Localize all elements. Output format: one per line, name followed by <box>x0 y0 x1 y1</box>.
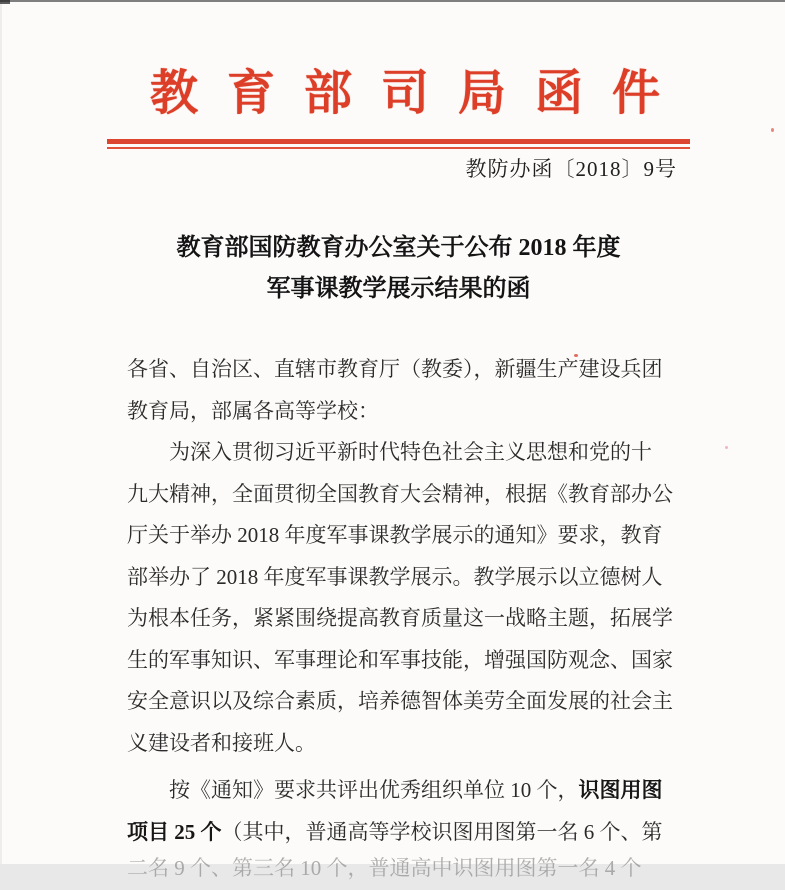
paragraph <box>127 432 727 764</box>
text-line <box>127 432 727 474</box>
scan-speck <box>725 446 728 449</box>
text-segment: （其中，普通高等学校识图用图第一名 6 个、第 <box>221 819 663 844</box>
text-line <box>127 474 727 516</box>
document-title-line-2: 军事课教学展示结果的函 <box>266 276 531 302</box>
document-body <box>127 349 727 890</box>
letterhead-title: 教育部司局函件 <box>150 67 690 120</box>
scan-speck <box>771 128 774 132</box>
text-line <box>127 557 727 599</box>
text-segment: 厅关于举办 2018 年度军事课教学展示的通知》要求，教育 <box>127 523 663 547</box>
document-number: 教防办函〔2018〕9号 <box>465 157 677 181</box>
text-line <box>127 640 727 682</box>
text-line <box>127 681 727 723</box>
text-segment: 二名 9 个、第三名 10 个，普通高中识图用图第一名 4 个 <box>127 856 642 880</box>
text-line <box>127 770 727 812</box>
scan-artifact-top-edge <box>0 0 785 2</box>
text-segment-bold: 项目 25 个 <box>127 819 222 844</box>
text-segment: 安全意识以及综合素质，培养德智体美劳全面发展的社会主 <box>127 689 673 713</box>
text-segment: 义建设者和接班人。 <box>127 730 316 755</box>
letterhead-rule-thin <box>107 147 690 149</box>
text-segment-bold: 识图用图 <box>578 778 663 802</box>
text-line <box>127 515 727 557</box>
text-line <box>127 598 727 640</box>
text-line <box>127 723 727 765</box>
scan-speck <box>574 354 578 357</box>
text-segment: 为根本任务，紧紧围绕提高教育质量这一战略主题，拓展学 <box>127 606 673 630</box>
paragraph <box>127 349 727 432</box>
document-title-line-1: 教育部国防教育办公室关于公布 2018 年度 <box>176 235 621 261</box>
text-line <box>127 812 727 854</box>
text-line <box>127 349 727 391</box>
text-segment: 为深入贯彻习近平新时代特色社会主义思想和党的十 <box>169 440 652 464</box>
text-segment: 按《通知》要求共评出优秀组织单位 10 个， <box>169 778 579 802</box>
text-segment: 生的军事知识、军事理论和军事技能，增强国防观念、国家 <box>127 647 673 672</box>
text-segment: 教育局，部属各高等学校： <box>127 398 379 423</box>
text-segment: 九大精神，全面贯彻全国教育大会精神，根据《教育部办公 <box>127 481 673 506</box>
paragraph <box>127 770 727 890</box>
letterhead-rule-thick <box>107 139 690 144</box>
text-line-truncated <box>127 848 727 890</box>
text-segment: 部举办了 2018 年度军事课教学展示。教学展示以立德树人 <box>127 564 663 589</box>
text-segment: 各省、自治区、直辖市教育厅（教委），新疆生产建设兵团 <box>127 357 663 381</box>
scan-artifact-left-edge <box>0 0 2 864</box>
document-title <box>107 228 690 310</box>
text-line <box>127 391 727 433</box>
